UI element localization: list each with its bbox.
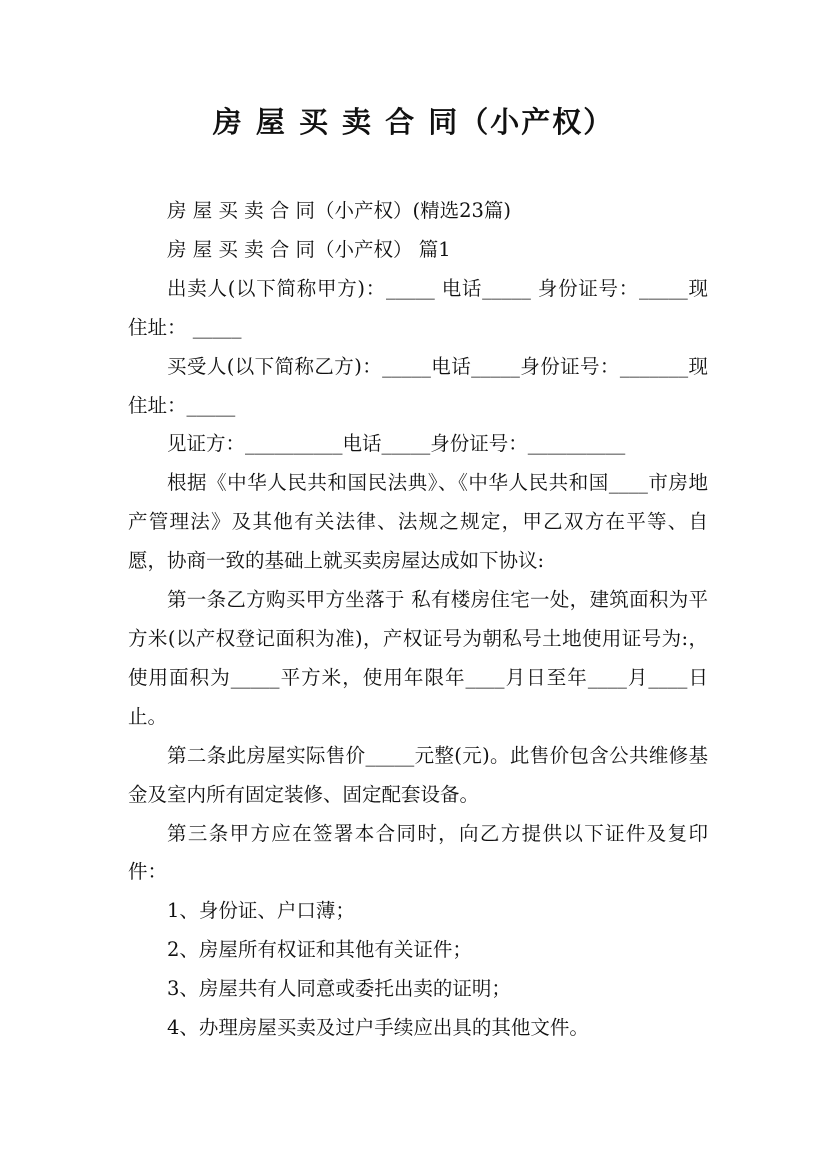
list-item-4: 4、办理房屋买卖及过户手续应出具的其他文件。	[167, 1016, 589, 1040]
list-item-1: 1、身份证、户口薄；	[167, 899, 355, 923]
paragraph-preamble: 根据《中华人民共和国民法典》、《中华人民共和国____市房地产管理法》及其他有关法律、法规之规定，甲乙双方在平等、自愿，协商一致的基础上就买卖房屋达成如下协议:	[128, 471, 708, 573]
paragraph-heading: 房 屋 买 卖 合 同（小产权）(精选23篇)	[167, 199, 512, 222]
paragraph-seller: 出卖人(以下简称甲方)：_____ 电话_____ 身份证号：_____现住址： _____	[128, 276, 708, 339]
paragraph-article-3: 第三条甲方应在签署本合同时，向乙方提供以下证件及复印件：	[128, 821, 708, 884]
list-item-2: 2、房屋所有权证和其他有关证件；	[167, 938, 472, 962]
paragraph-section-label: 房 屋 买 卖 合 同（小产权） 篇1	[167, 237, 451, 261]
paragraph-buyer: 买受人(以下简称乙方)：_____电话_____身份证号：_______现住址：_____	[128, 354, 708, 417]
document-title: 房 屋 买 卖 合 同（小产权）	[212, 105, 615, 139]
paragraph-article-2: 第二条此房屋实际售价_____元整(元)。此售价包含公共维修基金及室内所有固定装修、固定配套设备。	[128, 743, 708, 806]
list-item-3: 3、房屋共有人同意或委托出卖的证明；	[167, 977, 511, 1001]
document-body	[128, 192, 708, 1048]
paragraph-witness: 见证方：__________电话_____身份证号：__________	[167, 432, 626, 456]
paragraph-article-1: 第一条乙方购买甲方坐落于 私有楼房住宅一处，建筑面积为平方米(以产权登记面积为准)，产权证号为朝私号土地使用证号为:，使用面积为_____平方米，使用年限年____月日至年____月____日止。	[128, 588, 708, 728]
